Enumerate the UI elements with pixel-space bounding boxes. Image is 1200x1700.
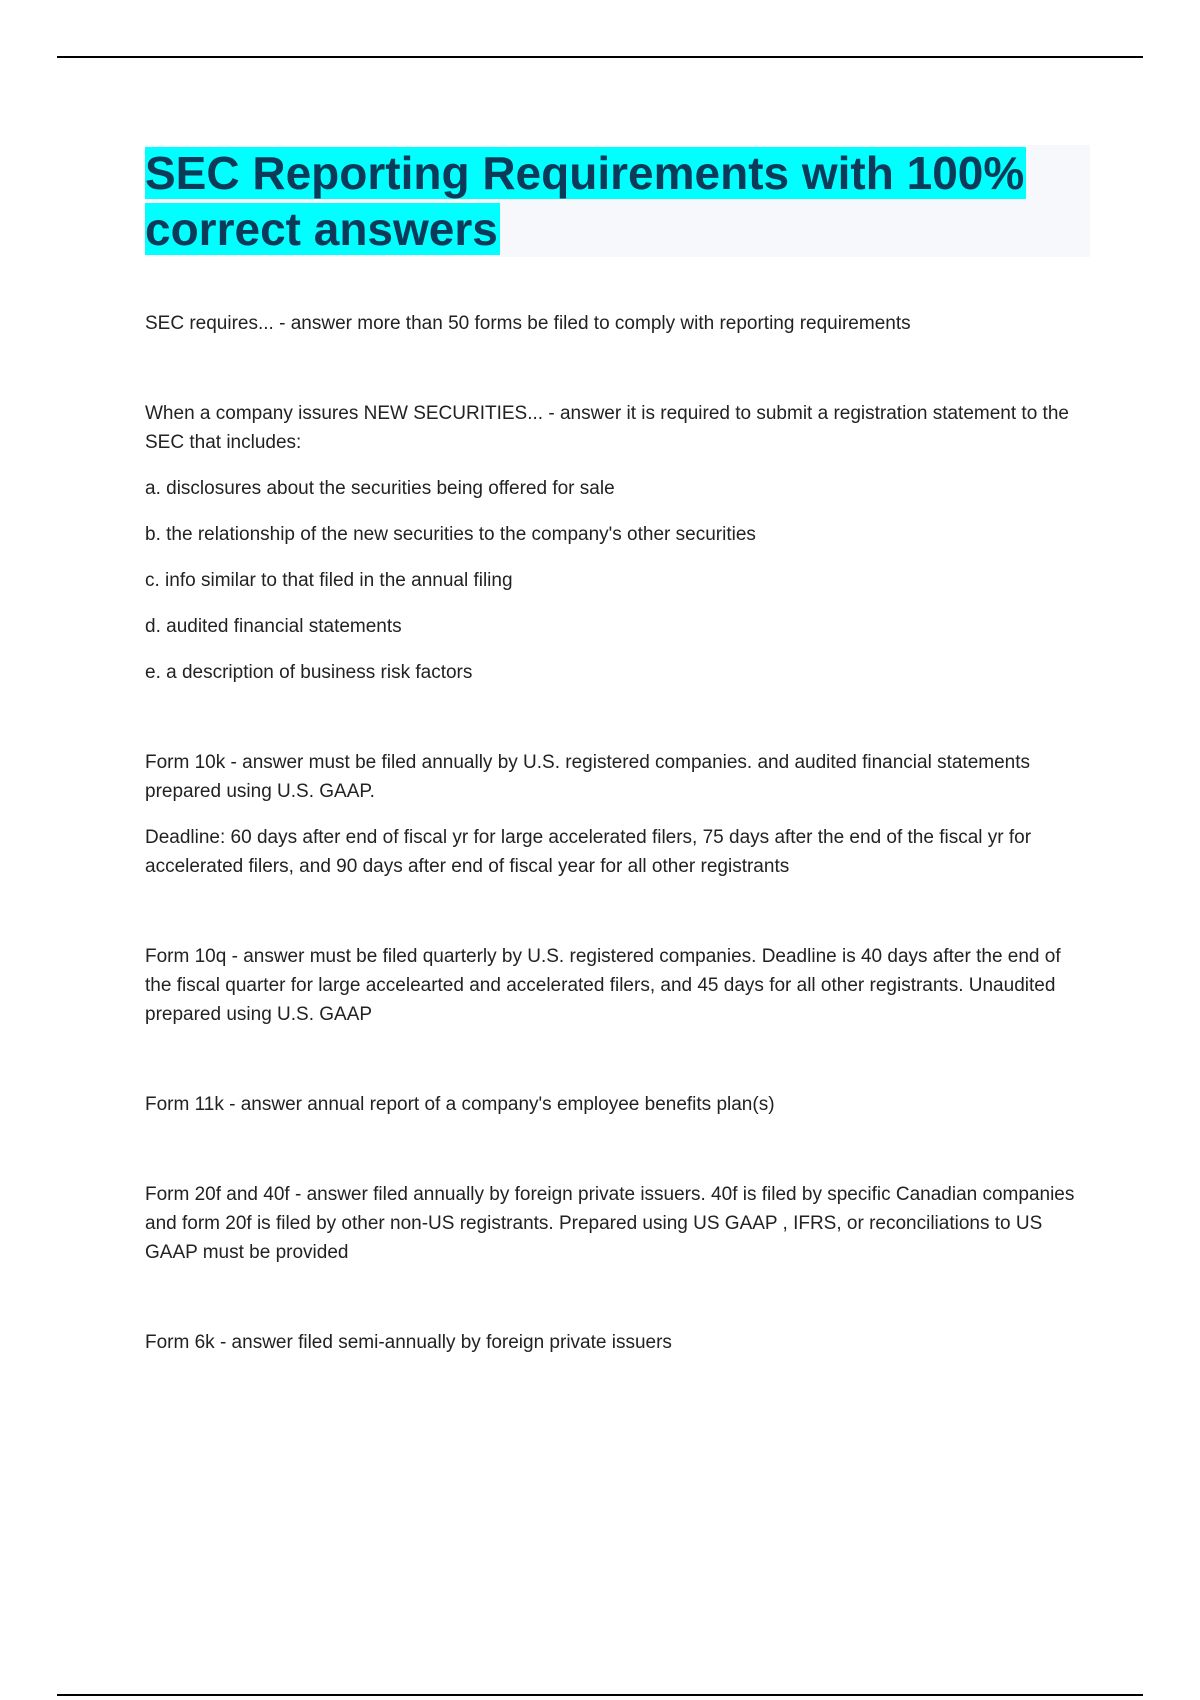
top-rule (57, 56, 1143, 58)
entry-form-10q: Form 10q - answer must be filed quarterly by U.S. registered companies. Deadline is 40 days after the end of the fiscal quarter for large accelearted and accelerated filers, and 45 days for all other registrants. Unaudited prepared using U.S. GAAP (145, 946, 1061, 1025)
list-item: c. info similar to that filed in the annual filing (145, 570, 513, 591)
title-line-2: correct answers (145, 203, 498, 255)
title-line-1: SEC Reporting Requirements with 100% (145, 147, 1025, 199)
title-block (145, 145, 1090, 257)
list-item: d. audited financial statements (145, 616, 402, 637)
entry-new-securities: When a company issures NEW SECURITIES... - answer it is required to submit a registration statement to the SEC that includes: (145, 403, 1069, 453)
entry-form-10k: Form 10k - answer must be filed annually by U.S. registered companies. and audited financial statements prepared using U.S. GAAP. (145, 752, 1031, 802)
document-page (145, 145, 1090, 1357)
document-title (145, 145, 1090, 257)
entry-form-6k: Form 6k - answer filed semi-annually by foreign private issuers (145, 1332, 672, 1353)
bottom-rule (57, 1694, 1143, 1696)
document-body (145, 309, 1090, 1357)
entry-form-11k: Form 11k - answer annual report of a company's employee benefits plan(s) (145, 1094, 775, 1115)
list-item: a. disclosures about the securities being offered for sale (145, 478, 615, 499)
list-item: e. a description of business risk factors (145, 662, 473, 683)
list-item: b. the relationship of the new securities to the company's other securities (145, 524, 756, 545)
entry-form-10k-deadline: Deadline: 60 days after end of fiscal yr for large accelerated filers, 75 days after the end of the fiscal yr for accelerated filers, and 90 days after end of fiscal year for all other registrants (145, 827, 1032, 877)
entry-sec-requires: SEC requires... - answer more than 50 forms be filed to comply with reporting requirements (145, 313, 911, 334)
entry-form-20f-40f: Form 20f and 40f - answer filed annually by foreign private issuers. 40f is filed by specific Canadian companies and form 20f is filed by other non-US registrants. Prepared using US GAAP , IFRS, or reconciliations to US GAAP must be provided (145, 1184, 1075, 1263)
